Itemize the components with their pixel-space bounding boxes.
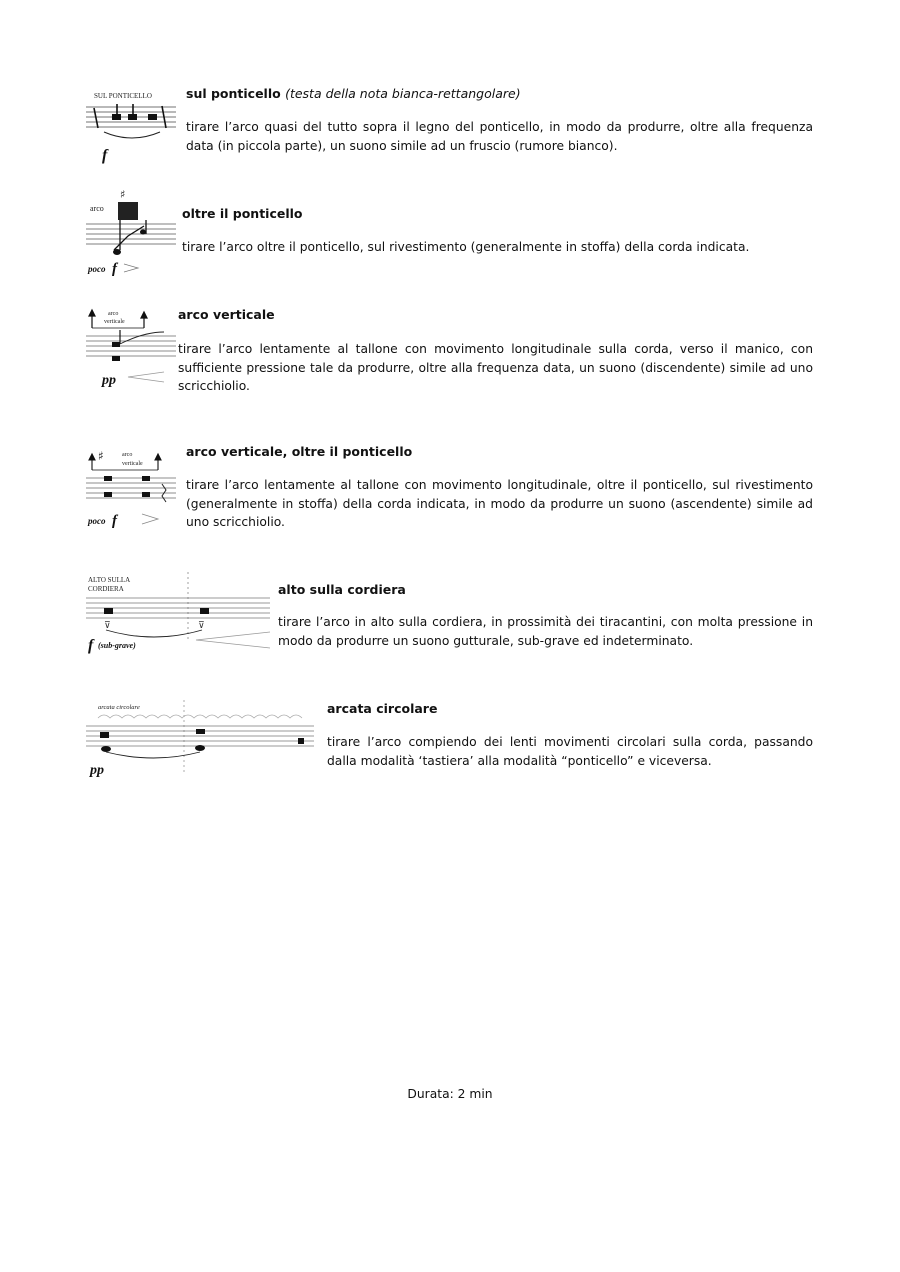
entry-text — [186, 444, 813, 532]
notation-label-2: verticale — [122, 461, 143, 467]
dynamic-mark: pp — [90, 763, 104, 778]
entry-text — [186, 86, 813, 155]
entry-description: tirare l’arco lentamente al tallone con movimento longitudinale sulla corda, verso il manico, con sufficiente pressione tale da produrre, oltre alla frequenza data, un suono (discendente) simile ad uno scricchiolio. — [178, 342, 813, 393]
dynamic-prefix: poco — [88, 264, 106, 274]
dynamic-mark: f — [112, 513, 117, 529]
notation-arco-verticale — [84, 306, 180, 390]
notation-label: ALTO SULLA — [88, 576, 131, 584]
dynamic-mark: f — [112, 261, 117, 277]
notation-alto-sulla-cordiera — [84, 572, 274, 654]
notation-label-2: verticale — [104, 319, 125, 325]
dynamic-suffix: (sub-grave) — [98, 641, 136, 650]
entry-heading: sul ponticello (testa della nota bianca-rettangolare) — [186, 86, 521, 101]
entry-text — [278, 582, 813, 650]
notation-oltre-ponticello — [84, 184, 180, 278]
dynamic-mark: f — [88, 637, 94, 654]
heading-note: (testa della nota bianca-rettangolare) — [285, 86, 521, 101]
dynamic-prefix: poco — [88, 516, 106, 526]
notation-label: arco — [122, 452, 133, 458]
notation-label: arco — [108, 311, 119, 317]
entry-description: tirare l’arco oltre il ponticello, sul rivestimento (generalmente in stoffa) della corda indicata. — [182, 240, 750, 254]
entry-heading: arco verticale, oltre il ponticello — [186, 444, 413, 459]
entry-heading: arcata circolare — [327, 701, 438, 716]
entry-description: tirare l’arco compiendo dei lenti movimenti circolari sulla corda, passando dalla modalità ‘tastiera’ alla modalità “ponticello” e viceversa. — [327, 735, 813, 768]
entry-description: tirare l’arco lentamente al tallone con movimento longitudinale, oltre il ponticello, sul rivestimento (generalmente in stoffa) della corda indicata, in modo da produrre un suono (ascendente) simile ad uno scricchiolio. — [186, 478, 813, 529]
svg-text:♯: ♯ — [98, 449, 104, 463]
notation-label: arco — [90, 204, 104, 213]
svg-text:⊽: ⊽ — [104, 621, 111, 631]
entry-description: tirare l’arco in alto sulla cordiera, in prossimità dei tiracantini, con molta pressione in modo da produrre un suono gutturale, sub-grave ed indeterminato. — [278, 615, 813, 648]
entry-heading: oltre il ponticello — [182, 206, 303, 221]
notation-label-2: CORDIERA — [88, 585, 124, 593]
entry-description: tirare l’arco quasi del tutto sopra il legno del ponticello, in modo da produrre, oltre alla frequenza data (in piccola parte), un suono simile ad un fruscio (rumore bianco). — [186, 120, 813, 153]
notation-sul-ponticello — [84, 86, 180, 164]
dynamic-mark: pp — [102, 373, 116, 388]
svg-text:⊽: ⊽ — [198, 621, 205, 631]
dynamic-mark: f — [102, 147, 108, 164]
duration-footer: Durata: 2 min — [407, 1087, 493, 1101]
entry-heading: alto sulla cordiera — [278, 582, 406, 597]
entry-text — [182, 206, 813, 257]
entry-text — [178, 307, 813, 396]
entry-text — [327, 701, 813, 770]
notation-label: SUL PONTICELLO — [94, 92, 152, 100]
notation-label: arcata circolare — [98, 704, 140, 711]
entry-heading: arco verticale — [178, 307, 275, 322]
notation-arcata-circolare — [84, 700, 320, 780]
svg-text:♯: ♯ — [120, 188, 126, 201]
notation-arco-verticale-oltre — [84, 444, 180, 530]
